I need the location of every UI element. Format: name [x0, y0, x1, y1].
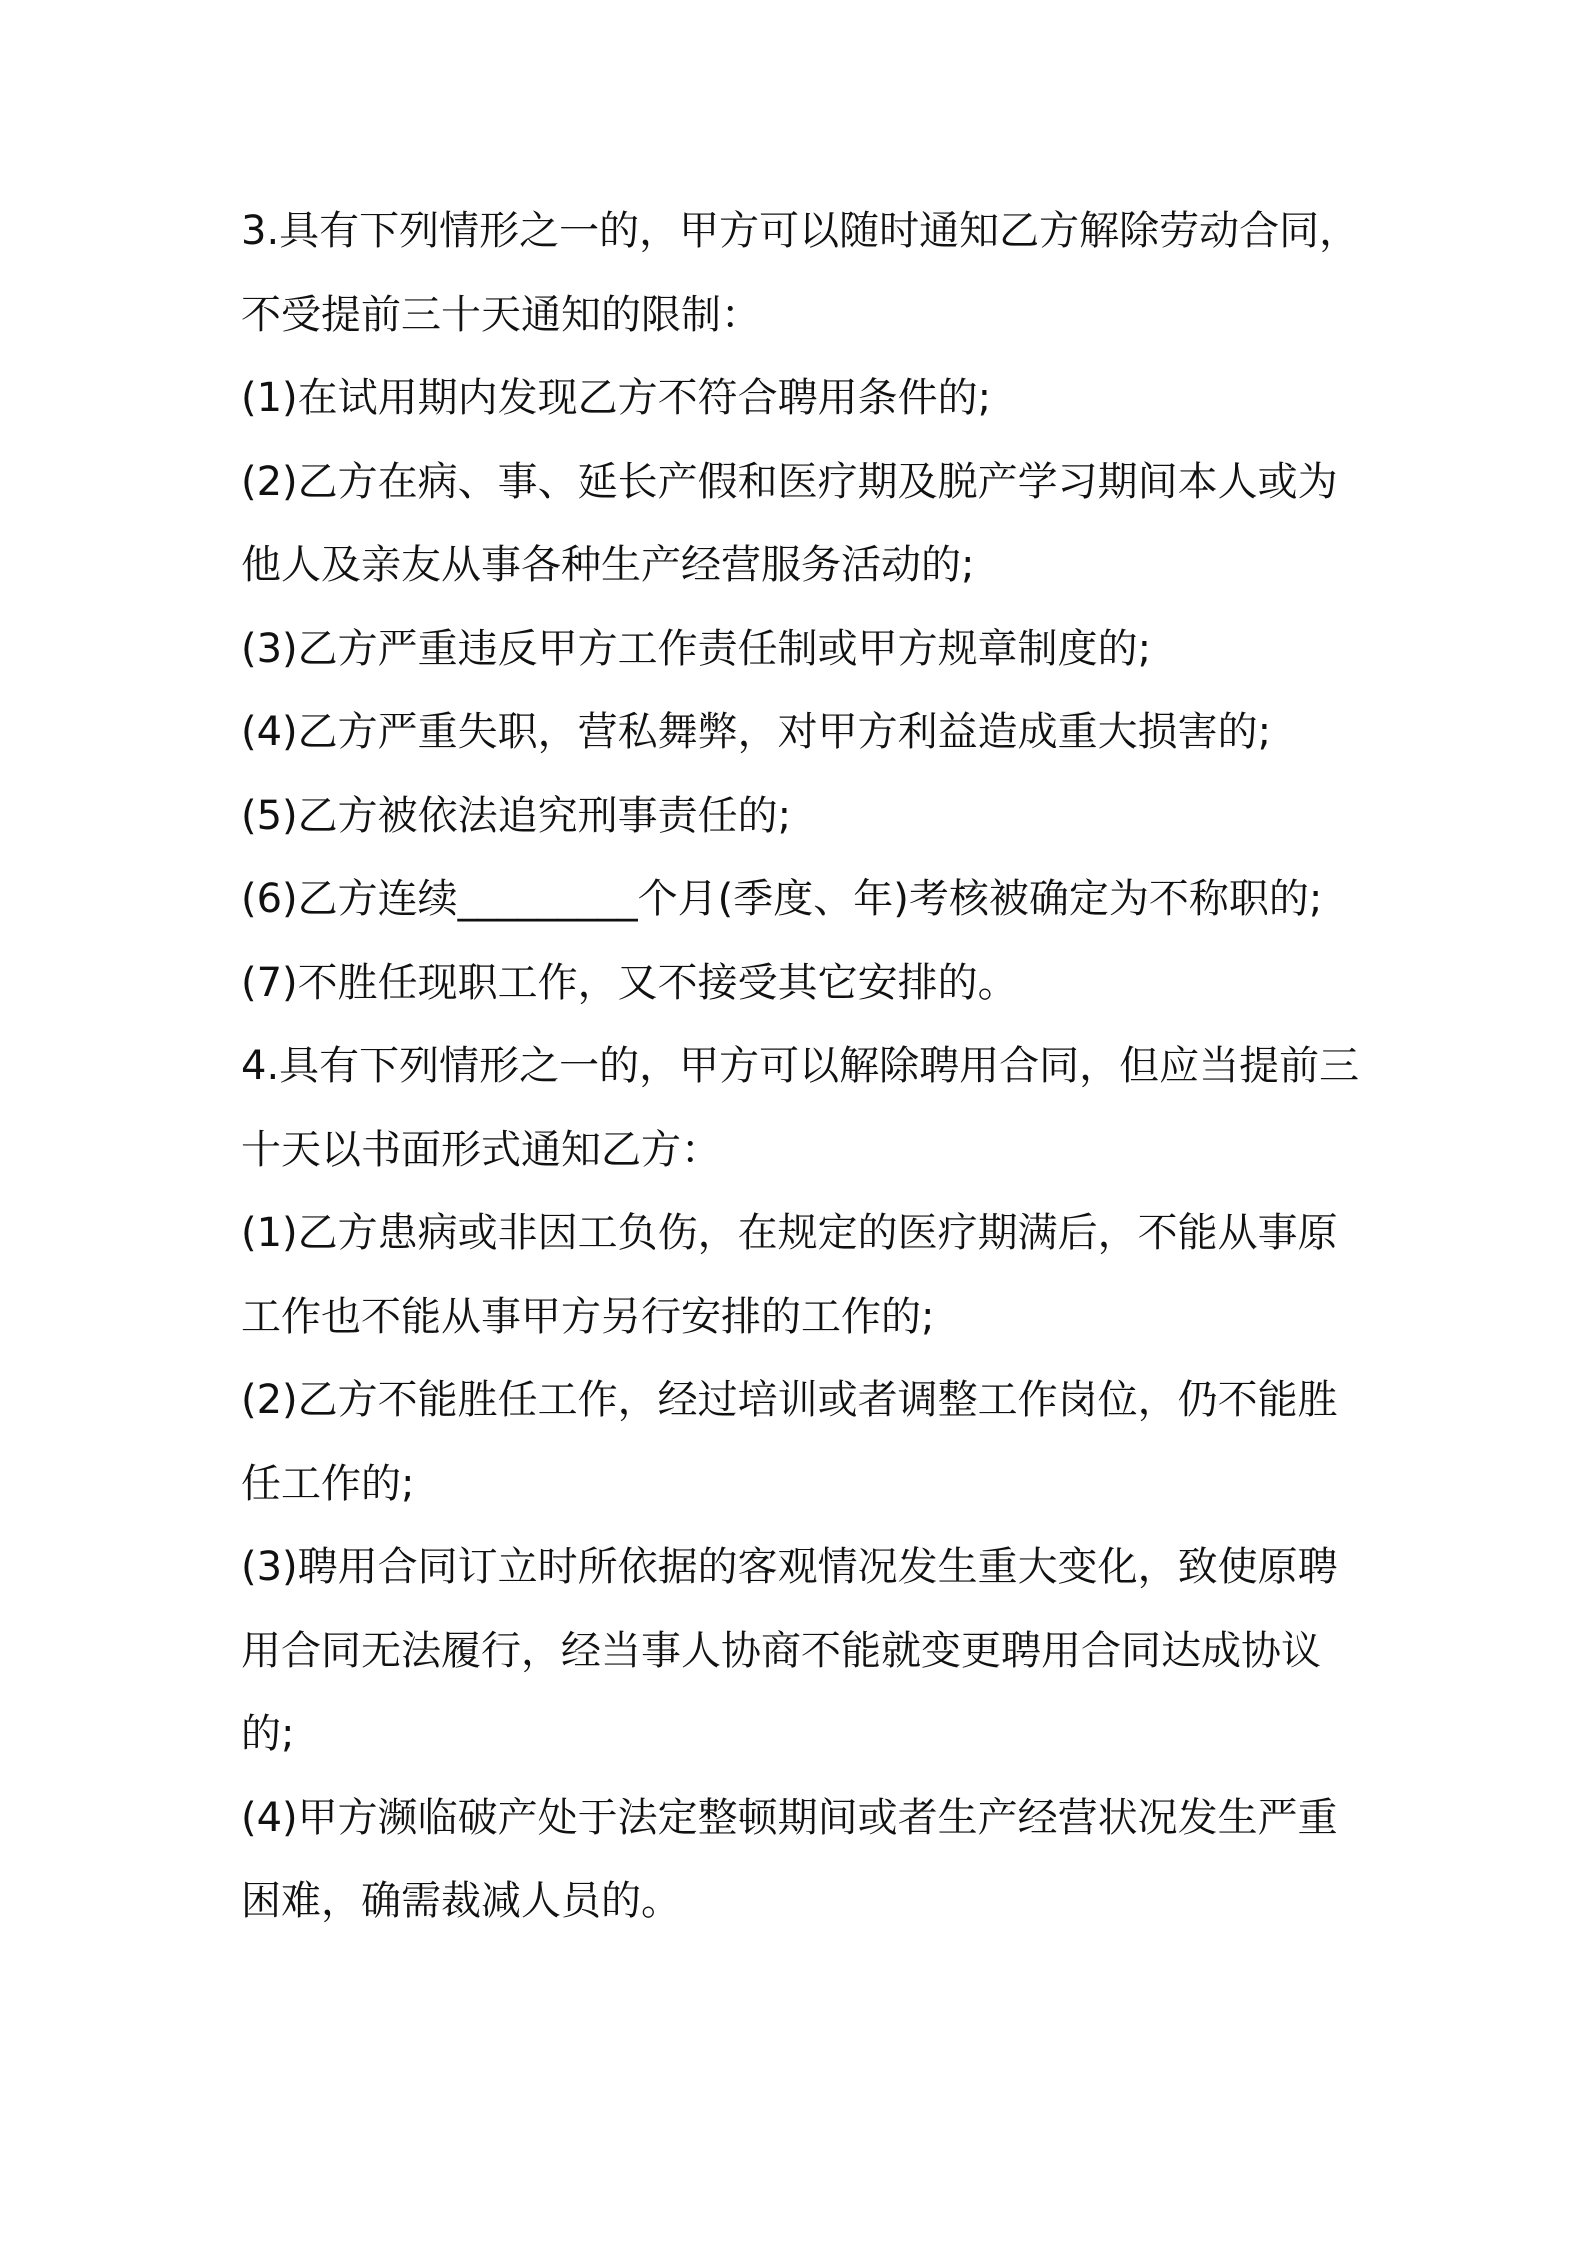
- clause-3-item-3: (3)乙方严重违反甲方工作责任制或甲方规章制度的;: [241, 625, 1152, 672]
- clause-3-item-7: (7)不胜任现职工作，又不接受其它安排的。: [241, 959, 1018, 1006]
- clause-3-item-4: (4)乙方严重失职，营私舞弊，对甲方利益造成重大损害的;: [241, 709, 1272, 755]
- clause-4-item-2: (2)乙方不能胜任工作，经过培训或者调整工作岗位，仍不能胜任工作的;: [241, 1377, 1338, 1507]
- contract-text-body: [241, 190, 1361, 1944]
- clause-4-item-4: (4)甲方濒临破产处于法定整顿期间或者生产经营状况发生严重困难，确需裁减人员的。: [241, 1794, 1338, 1924]
- clause-3-item-1: (1)在试用期内发现乙方不符合聘用条件的;: [241, 375, 992, 421]
- clause-3-intro: 3.具有下列情形之一的，甲方可以随时通知乙方解除劳动合同，不受提前三十天通知的限制：: [241, 208, 1360, 338]
- clause-4-item-3: (3)聘用合同订立时所依据的客观情况发生重大变化，致使原聘用合同无法履行，经当事人协商不能就变更聘用合同达成协议的;: [241, 1544, 1338, 1757]
- clause-3-item-5: (5)乙方被依法追究刑事责任的;: [241, 792, 792, 839]
- clause-3-item-6: (6)乙方连续_________个月(季度、年)考核被确定为不称职的;: [241, 876, 1323, 922]
- clause-3-item-2: (2)乙方在病、事、延长产假和医疗期及脱产学习期间本人或为他人及亲友从事各种生产经营服务活动的;: [241, 458, 1338, 588]
- clause-4-item-1: (1)乙方患病或非因工负伤，在规定的医疗期满后，不能从事原工作也不能从事甲方另行安排的工作的;: [241, 1210, 1338, 1340]
- clause-4-intro: 4.具有下列情形之一的，甲方可以解除聘用合同，但应当提前三十天以书面形式通知乙方：: [241, 1043, 1360, 1173]
